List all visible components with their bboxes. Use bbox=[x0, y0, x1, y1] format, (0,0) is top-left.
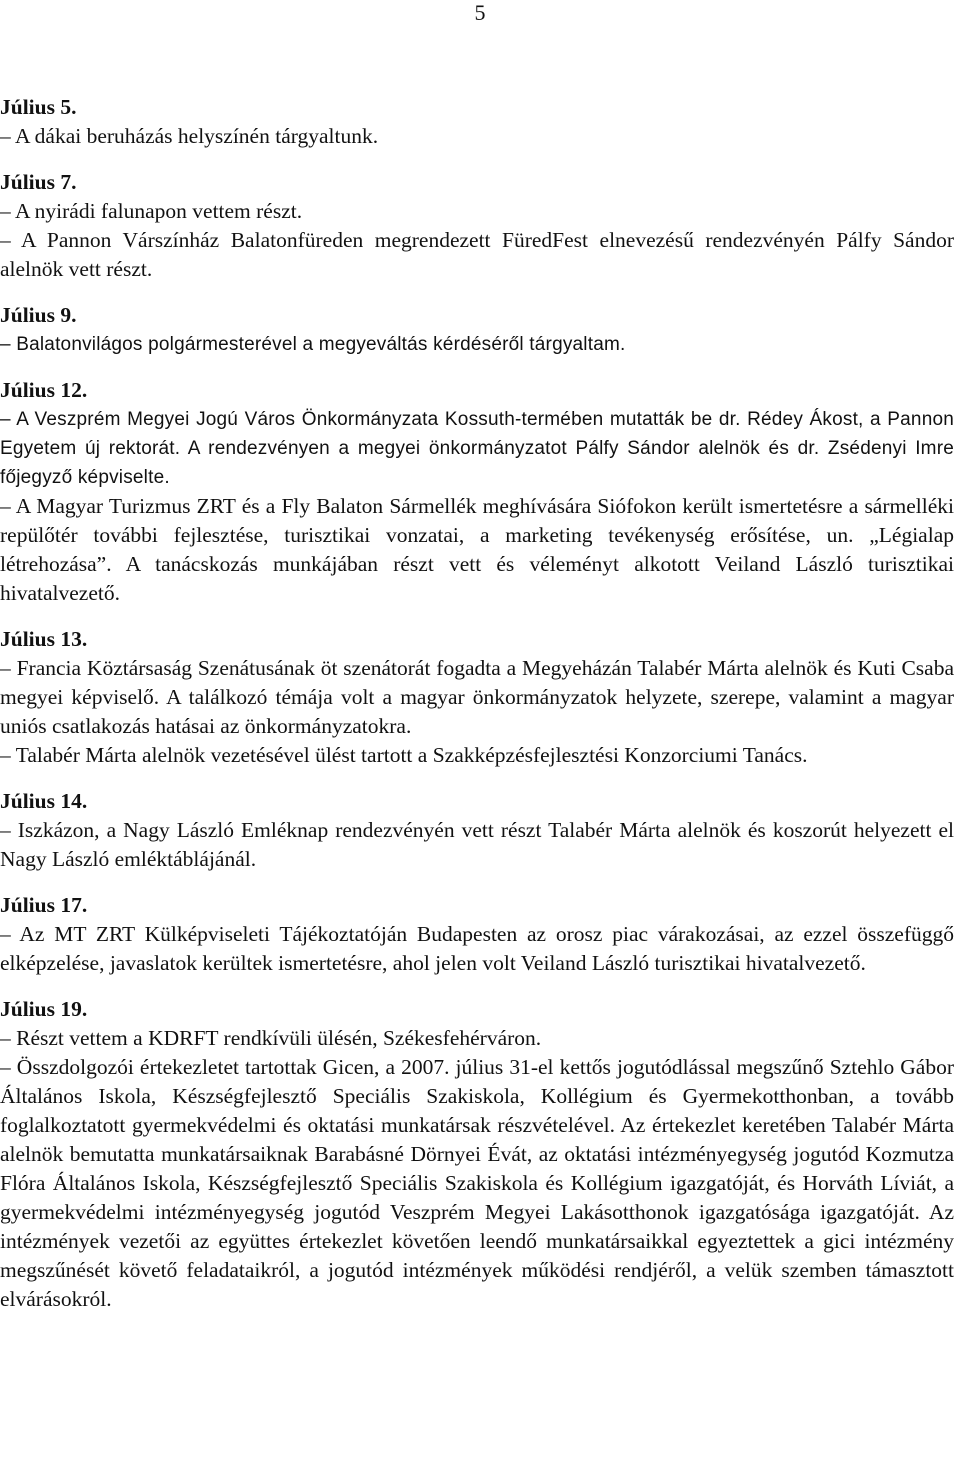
entry-paragraph: – A Pannon Várszínház Balatonfüreden megrendezett FüredFest elnevezésű rendezvényén Pálfy Sándor alelnök vett részt. bbox=[0, 228, 954, 281]
entry-date: Július 9. bbox=[0, 303, 77, 327]
entry-paragraph: – Iszkázon, a Nagy László Emléknap rendezvényén vett részt Talabér Márta alelnök és koszorút helyezett el Nagy László emléktáblájánál. bbox=[0, 818, 954, 871]
entry-date: Július 14. bbox=[0, 789, 88, 813]
entry-paragraph: – Összdolgozói értekezletet tartottak Gicen, a 2007. július 31-el kettős jogutódlással megszűnő Sztehlo Gábor Általános Iskola, Készségfejlesztő Speciális Szakiskola, Kollégium és Gyermekotthonban, a tovább foglalkoztatott gyermekvédelmi és oktatási munkatársak részvételével. Az értekezlet keretében Talabér Márta alelnök bemutatta munkatársaiknak Barabásné Dörnyei Évát, az oktatási intézményegység jogutód Kozmutza Flóra Általános Iskola, Készségfejlesztő Speciális Szakiskola és Kollégium igazgatóját, és Horváth Líviát, a gyermekvédelmi intézményegység jogutód Veszprém Megyei Lakásotthonok igazgatósága igazgatóját. Az intézmények vezetői az együttes értekezlet követően leendő munkatársaikkal egyeztettek a gici intézmény megszűnését követő feladataikról, a jogutód intézmények működési rendjéről, a velük szemben támasztott elvárásokról. bbox=[0, 1055, 954, 1311]
entry-paragraph: – A Magyar Turizmus ZRT és a Fly Balaton Sármellék meghívására Siófokon került ismertetésre a sármelléki repülőtér további fejlesztése, turisztikai vonzatai, a marketing tevékenység erősítése, un. „Légialap létrehozása”. A tanácskozás munkájában részt vett és véleményt alkotott Veiland László turisztikai hivatalvezető. bbox=[0, 494, 954, 605]
entry-july-14 bbox=[0, 787, 954, 874]
entry-paragraph: – A Veszprém Megyei Jogú Város Önkormányzata Kossuth-termében mutatták be dr. Rédey Ákost, a Pannon Egyetem új rektorát. A rendezvényen a megyei önkormányzatot Pálfy Sándor alelnök és dr. Zsédenyi Imre főjegyző képviselte. bbox=[0, 409, 954, 488]
entry-date: Július 7. bbox=[0, 170, 77, 194]
entry-date: Július 19. bbox=[0, 997, 88, 1021]
entry-paragraph: – Talabér Márta alelnök vezetésével ülést tartott a Szakképzésfejlesztési Konzorciumi Tanács. bbox=[0, 743, 808, 767]
entry-july-5 bbox=[0, 93, 954, 151]
entry-july-13 bbox=[0, 625, 954, 770]
entry-paragraph: – Balatonvilágos polgármesterével a megyeváltás kérdéséről tárgyaltam. bbox=[0, 334, 626, 355]
entry-date: Július 17. bbox=[0, 893, 88, 917]
entry-paragraph: – A nyirádi falunapon vettem részt. bbox=[0, 199, 303, 223]
entry-date: Július 13. bbox=[0, 627, 88, 651]
entry-date: Július 5. bbox=[0, 95, 77, 119]
entry-paragraph: – A dákai beruházás helyszínén tárgyaltunk. bbox=[0, 124, 379, 148]
document-body bbox=[0, 93, 954, 1331]
entry-july-7 bbox=[0, 168, 954, 284]
entry-date: Július 12. bbox=[0, 378, 88, 402]
entry-july-17 bbox=[0, 891, 954, 978]
entry-paragraph: – Francia Köztársaság Szenátusának öt szenátorát fogadta a Megyeházán Talabér Márta alelnök és Kuti Csaba megyei képviselő. A találkozó témája volt a magyar önkormányzatok helyzete, szerepe, valamint a magyar uniós csatlakozás hatásai az önkormányzatokra. bbox=[0, 656, 954, 738]
entry-july-9 bbox=[0, 301, 954, 359]
page-number: 5 bbox=[474, 0, 486, 25]
entry-july-19 bbox=[0, 995, 954, 1314]
entry-paragraph: – Részt vettem a KDRFT rendkívüli ülésén, Székesfehérváron. bbox=[0, 1026, 542, 1050]
entry-paragraph: – Az MT ZRT Külképviseleti Tájékoztatóján Budapesten az orosz piac várakozásai, az ezzel összefüggő elképzelése, javaslatok kerültek ismertetésre, ahol jelen volt Veiland László turisztikai hivatalvezető. bbox=[0, 922, 954, 975]
entry-july-12 bbox=[0, 376, 954, 608]
